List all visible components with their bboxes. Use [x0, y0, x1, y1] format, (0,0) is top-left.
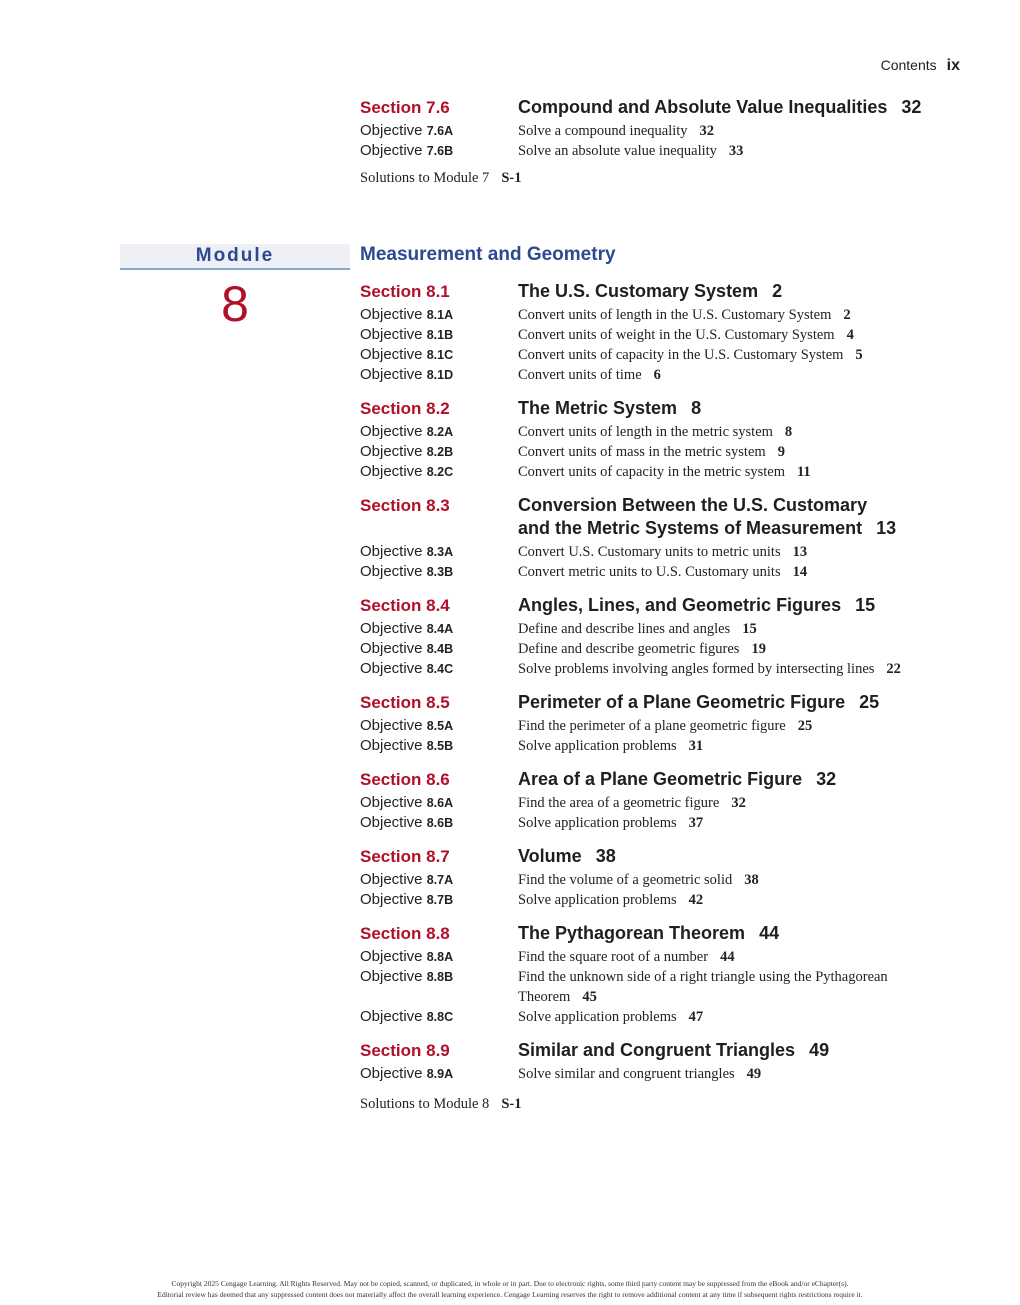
objective-text-cell	[518, 716, 960, 736]
objective-list	[360, 305, 960, 385]
objective-text: Theorem	[518, 989, 571, 1005]
objective-label	[360, 326, 518, 343]
objective-row[interactable]	[360, 542, 960, 562]
objective-text-line	[518, 325, 960, 345]
objective-prefix: Objective	[360, 737, 423, 754]
solutions-text: Solutions to Module 7	[360, 170, 490, 186]
objective-row[interactable]	[360, 325, 960, 345]
solutions-link[interactable]	[360, 170, 960, 187]
objective-code: 8.6B	[426, 816, 454, 830]
objective-text-cell	[518, 870, 960, 890]
objective-prefix: Objective	[360, 871, 423, 888]
objective-code: 8.6A	[426, 796, 454, 810]
section-title: Similar and Congruent Triangles	[518, 1040, 796, 1060]
objective-text: Find the unknown side of a right triangle using the Pythagorean	[518, 969, 888, 985]
section-title: Area of a Plane Geometric Figure	[518, 769, 803, 789]
objective-prefix: Objective	[360, 326, 423, 343]
objective-prefix: Objective	[360, 346, 423, 363]
objective-text-cell	[518, 947, 960, 967]
section-page: 32	[901, 97, 922, 117]
objective-text-cell	[518, 345, 960, 365]
objective-prefix: Objective	[360, 717, 423, 734]
objective-row[interactable]	[360, 967, 960, 1007]
objective-text: Solve application problems	[518, 738, 677, 754]
objective-code: 8.9A	[426, 1067, 454, 1081]
section-page: 2	[772, 281, 783, 301]
section-block	[360, 768, 960, 833]
objective-text: Find the square root of a number	[518, 949, 709, 965]
module-badge	[120, 244, 350, 332]
objective-prefix: Objective	[360, 640, 423, 657]
objective-label	[360, 948, 518, 965]
objective-page: 15	[742, 621, 757, 637]
section-title-line	[518, 280, 960, 303]
objective-code: 8.2A	[426, 425, 454, 439]
objective-page: 22	[886, 661, 901, 677]
objective-text: Convert units of capacity in the metric system	[518, 464, 785, 480]
objective-text-line	[518, 1064, 960, 1084]
module-title: Measurement and Geometry	[360, 244, 616, 265]
objective-list	[360, 1064, 960, 1084]
objective-list	[360, 422, 960, 482]
objective-text-line	[518, 542, 960, 562]
objective-list	[360, 793, 960, 833]
objective-code: 8.8A	[426, 950, 454, 964]
objective-text: Find the volume of a geometric solid	[518, 872, 733, 888]
section-title: Conversion Between the U.S. Customary	[518, 495, 868, 515]
objective-row[interactable]	[360, 462, 960, 482]
section-block	[360, 691, 960, 756]
section-title-cell	[518, 922, 960, 945]
objective-text: Solve a compound inequality	[518, 123, 688, 139]
objective-text: Solve application problems	[518, 892, 677, 908]
section-row[interactable]	[360, 691, 960, 714]
section-title-line	[518, 517, 960, 540]
solutions-page: S-1	[501, 170, 522, 186]
objective-label	[360, 737, 518, 754]
objective-text-line	[518, 736, 960, 756]
objective-row[interactable]	[360, 365, 960, 385]
objective-text-cell	[518, 736, 960, 756]
footer-line-1: Copyright 2025 Cengage Learning. All Rights Reserved. May not be copied, scanned, or duplicated, in whole or in part. Due to electronic rights, some third party content may be suppressed from the eBook and/or eChapter(s).	[171, 1279, 849, 1288]
objective-row[interactable]	[360, 813, 960, 833]
module7-toc	[360, 96, 960, 187]
objective-row[interactable]	[360, 890, 960, 910]
objective-page: 33	[728, 143, 744, 159]
section-title: and the Metric Systems of Measurement	[518, 518, 863, 538]
objective-label	[360, 660, 518, 677]
section-title-line	[518, 922, 960, 945]
objective-list	[360, 947, 960, 1027]
objective-row[interactable]	[360, 141, 960, 161]
objective-text-cell	[518, 325, 960, 345]
objective-page: 19	[751, 641, 766, 657]
section-label-cell	[360, 399, 518, 419]
objective-prefix: Objective	[360, 968, 423, 985]
objective-text-line	[518, 870, 960, 890]
section-title-cell	[518, 494, 960, 540]
objective-page: 38	[744, 872, 759, 888]
section-title-line	[518, 845, 960, 868]
objective-page: 11	[796, 464, 811, 480]
objective-text: Solve similar and congruent triangles	[518, 1066, 735, 1082]
objective-text-cell	[518, 422, 960, 442]
objective-label	[360, 814, 518, 831]
objective-text-line	[518, 442, 960, 462]
objective-prefix: Objective	[360, 463, 423, 480]
section-title: The U.S. Customary System	[518, 281, 759, 301]
objective-text-line	[518, 987, 960, 1007]
objective-row[interactable]	[360, 305, 960, 325]
objective-text: Solve an absolute value inequality	[518, 143, 717, 159]
section-page: 8	[691, 398, 702, 418]
objective-page: 32	[731, 795, 746, 811]
objective-text: Convert units of length in the metric system	[518, 424, 773, 440]
objective-prefix: Objective	[360, 122, 423, 139]
objective-prefix: Objective	[360, 306, 423, 323]
objective-row[interactable]	[360, 716, 960, 736]
solutions-page: S-1	[501, 1096, 522, 1112]
objective-code: 8.1C	[426, 348, 454, 362]
objective-text-line	[518, 967, 960, 987]
section-title-line	[518, 397, 960, 420]
objective-label	[360, 543, 518, 560]
section-title-cell	[518, 397, 960, 420]
objective-code: 8.7B	[426, 893, 454, 907]
section-title-line	[518, 768, 960, 791]
objective-code: 8.4B	[426, 642, 454, 656]
objective-prefix: Objective	[360, 543, 423, 560]
objective-text: Convert metric units to U.S. Customary units	[518, 564, 781, 580]
section-block	[360, 1039, 960, 1084]
objective-row[interactable]	[360, 619, 960, 639]
objective-text: Define and describe geometric figures	[518, 641, 740, 657]
section-title-cell	[518, 1039, 960, 1062]
copyright-footer	[0, 1278, 1020, 1300]
objective-page: 5	[855, 347, 863, 363]
objective-page: 6	[653, 367, 661, 383]
objective-text-line	[518, 462, 960, 482]
section-block	[360, 922, 960, 1027]
objective-text-cell	[518, 305, 960, 325]
page-number: ix	[946, 57, 960, 74]
section-page: 32	[816, 769, 837, 789]
section-page: 49	[809, 1040, 830, 1060]
running-head-label: Contents	[880, 57, 937, 73]
objective-list	[360, 542, 960, 582]
section-row[interactable]	[360, 845, 960, 868]
section-block	[360, 845, 960, 910]
objective-text-cell	[518, 967, 960, 1007]
section-label: Section 8.5	[360, 693, 450, 712]
objective-code: 8.5A	[426, 719, 454, 733]
section-title: The Metric System	[518, 398, 678, 418]
objective-code: 7.6B	[426, 144, 454, 158]
running-head	[881, 57, 960, 75]
objective-text-line	[518, 1007, 960, 1027]
section-label-cell	[360, 847, 518, 867]
section-page: 38	[595, 846, 616, 866]
module8-toc	[360, 280, 960, 1113]
objective-text-cell	[518, 619, 960, 639]
objective-list	[360, 716, 960, 756]
objective-label	[360, 563, 518, 580]
section-title: Volume	[518, 846, 582, 866]
section-row[interactable]	[360, 96, 960, 119]
objective-row[interactable]	[360, 562, 960, 582]
section-block	[360, 494, 960, 582]
objective-prefix: Objective	[360, 563, 423, 580]
objective-page: 8	[784, 424, 793, 440]
section-label: Section 8.6	[360, 770, 450, 789]
objective-page: 4	[846, 327, 854, 343]
section-row[interactable]	[360, 280, 960, 303]
objective-row[interactable]	[360, 442, 960, 462]
objective-page: 49	[746, 1066, 762, 1082]
objective-text-cell	[518, 659, 960, 679]
section-label: Section 8.1	[360, 282, 450, 301]
section-label-cell	[360, 1041, 518, 1061]
objective-text-cell	[518, 890, 960, 910]
section-row[interactable]	[360, 594, 960, 617]
objective-code: 7.6A	[426, 124, 454, 138]
objective-page: 47	[688, 1009, 704, 1025]
section-block	[360, 594, 960, 679]
section-row[interactable]	[360, 1039, 960, 1062]
objective-row[interactable]	[360, 422, 960, 442]
objective-code: 8.2B	[426, 445, 454, 459]
objective-text: Solve application problems	[518, 815, 677, 831]
solutions-link[interactable]	[360, 1096, 960, 1113]
section-label: Section 8.2	[360, 399, 450, 418]
section-row[interactable]	[360, 397, 960, 420]
objective-prefix: Objective	[360, 891, 423, 908]
objective-text-line	[518, 947, 960, 967]
section-label-cell	[360, 924, 518, 944]
section-title-line	[518, 494, 960, 517]
objective-label	[360, 443, 518, 460]
objective-row[interactable]	[360, 345, 960, 365]
objective-text-cell	[518, 462, 960, 482]
objective-text: Convert units of capacity in the U.S. Customary System	[518, 347, 844, 363]
objective-label	[360, 717, 518, 734]
objective-page: 25	[797, 718, 813, 734]
objective-row[interactable]	[360, 870, 960, 890]
section-label: Section 8.8	[360, 924, 450, 943]
objective-prefix: Objective	[360, 423, 423, 440]
objective-prefix: Objective	[360, 443, 423, 460]
section-title-cell	[518, 845, 960, 868]
section-label: Section 7.6	[360, 98, 450, 117]
objective-page: 2	[843, 307, 851, 323]
objective-code: 8.7A	[426, 873, 454, 887]
objective-row[interactable]	[360, 639, 960, 659]
objective-row[interactable]	[360, 659, 960, 679]
objective-text-cell	[518, 793, 960, 813]
objective-page: 14	[792, 564, 808, 580]
section-title-cell	[518, 280, 960, 303]
section-title-cell	[518, 768, 960, 791]
objective-code: 8.2C	[426, 465, 454, 479]
objective-prefix: Objective	[360, 142, 423, 159]
objective-list	[360, 619, 960, 679]
objective-label	[360, 1008, 518, 1025]
objective-text-cell	[518, 1064, 960, 1084]
objective-code: 8.8B	[426, 970, 454, 984]
objective-row[interactable]	[360, 736, 960, 756]
objective-code: 8.3B	[426, 565, 454, 579]
objective-label	[360, 423, 518, 440]
objective-text: Solve application problems	[518, 1009, 677, 1025]
objective-page: 44	[720, 949, 735, 965]
objective-page: 45	[582, 989, 597, 1005]
objective-text-line	[518, 562, 960, 582]
objective-text-line	[518, 659, 960, 679]
section-row[interactable]	[360, 922, 960, 945]
objective-label	[360, 794, 518, 811]
objective-text: Define and describe lines and angles	[518, 621, 731, 637]
section-page: 15	[855, 595, 876, 615]
objective-text-cell	[518, 562, 960, 582]
objective-text-cell	[518, 365, 960, 385]
objective-row[interactable]	[360, 947, 960, 967]
objective-text-line	[518, 619, 960, 639]
objective-prefix: Objective	[360, 366, 423, 383]
objective-label	[360, 620, 518, 637]
objective-text: Convert units of length in the U.S. Customary System	[518, 307, 832, 323]
section-label: Section 8.9	[360, 1041, 450, 1060]
objective-prefix: Objective	[360, 948, 423, 965]
objective-text-line	[518, 639, 960, 659]
section-label: Section 8.3	[360, 496, 450, 515]
section-title-cell	[518, 691, 960, 714]
objective-label	[360, 366, 518, 383]
objective-list	[360, 870, 960, 910]
section-title: Compound and Absolute Value Inequalities	[518, 97, 888, 117]
section-label: Section 8.4	[360, 596, 450, 615]
objective-row[interactable]	[360, 1007, 960, 1027]
objective-code: 8.8C	[426, 1010, 454, 1024]
objective-text-cell	[518, 442, 960, 462]
objective-code: 8.5B	[426, 739, 454, 753]
section-title-line	[518, 594, 960, 617]
objective-text: Convert U.S. Customary units to metric units	[518, 544, 781, 560]
objective-label	[360, 306, 518, 323]
objective-text: Find the perimeter of a plane geometric figure	[518, 718, 786, 734]
section-row[interactable]	[360, 768, 960, 791]
objective-label	[360, 891, 518, 908]
objective-page: 9	[777, 444, 785, 460]
objective-code: 8.1B	[426, 328, 454, 342]
objective-text-line	[518, 422, 960, 442]
objective-text-cell	[518, 813, 960, 833]
objective-label	[360, 463, 518, 480]
section-row[interactable]	[360, 494, 960, 540]
objective-text-line	[518, 365, 960, 385]
objective-label	[360, 968, 518, 985]
objective-prefix: Objective	[360, 660, 423, 677]
solutions-text: Solutions to Module 8	[360, 1096, 490, 1112]
objective-prefix: Objective	[360, 1065, 423, 1082]
section-label: Section 8.7	[360, 847, 450, 866]
objective-text-line	[518, 305, 960, 325]
objective-text-line	[518, 890, 960, 910]
objective-label	[360, 640, 518, 657]
objective-prefix: Objective	[360, 814, 423, 831]
objective-text: Convert units of weight in the U.S. Customary System	[518, 327, 835, 343]
objective-row[interactable]	[360, 793, 960, 813]
section-label-cell	[360, 282, 518, 302]
section-label-cell	[360, 596, 518, 616]
objective-code: 8.3A	[426, 545, 454, 559]
objective-code: 8.1A	[426, 308, 454, 322]
objective-text-line	[518, 813, 960, 833]
module-number: 8	[221, 276, 249, 332]
objective-text: Find the area of a geometric figure	[518, 795, 720, 811]
objective-page: 37	[688, 815, 704, 831]
objective-page: 31	[688, 738, 704, 754]
section-title-line	[518, 1039, 960, 1062]
objective-row[interactable]	[360, 1064, 960, 1084]
section-title-line	[518, 691, 960, 714]
objective-prefix: Objective	[360, 794, 423, 811]
objective-text: Convert units of mass in the metric system	[518, 444, 766, 460]
objective-label	[360, 1065, 518, 1082]
section-page: 44	[759, 923, 780, 943]
objective-text: Convert units of time	[518, 367, 642, 383]
section-page: 25	[859, 692, 880, 712]
objective-code: 8.4C	[426, 662, 454, 676]
objective-prefix: Objective	[360, 620, 423, 637]
objective-text-line	[518, 716, 960, 736]
section-block	[360, 280, 960, 385]
section-title-cell	[518, 594, 960, 617]
section-title: Angles, Lines, and Geometric Figures	[518, 595, 842, 615]
objective-code: 8.4A	[426, 622, 454, 636]
objective-text-line	[518, 345, 960, 365]
footer-line-2: Editorial review has deemed that any suppressed content does not materially affect the overall learning experience. Cengage Learning reserves the right to remove additional content at any time if subsequent rights restrictions require it.	[157, 1290, 863, 1299]
section-title: Perimeter of a Plane Geometric Figure	[518, 692, 846, 712]
section-label-cell	[360, 770, 518, 790]
objective-text-cell	[518, 639, 960, 659]
objective-text-cell	[518, 542, 960, 562]
section-label-cell	[360, 693, 518, 713]
section-block	[360, 397, 960, 482]
objective-page: 32	[699, 123, 715, 139]
objective-label	[360, 871, 518, 888]
objective-label	[360, 346, 518, 363]
objective-text-cell	[518, 1007, 960, 1027]
objective-page: 42	[688, 892, 704, 908]
objective-text-line	[518, 793, 960, 813]
module-label: Module	[120, 244, 350, 270]
objective-prefix: Objective	[360, 1008, 423, 1025]
objective-page: 13	[792, 544, 808, 560]
objective-code: 8.1D	[426, 368, 454, 382]
objective-text: Solve problems involving angles formed by intersecting lines	[518, 661, 875, 677]
objective-row[interactable]	[360, 121, 960, 141]
section-page: 13	[876, 518, 897, 538]
section-title: The Pythagorean Theorem	[518, 923, 746, 943]
section-label-cell	[360, 496, 518, 516]
